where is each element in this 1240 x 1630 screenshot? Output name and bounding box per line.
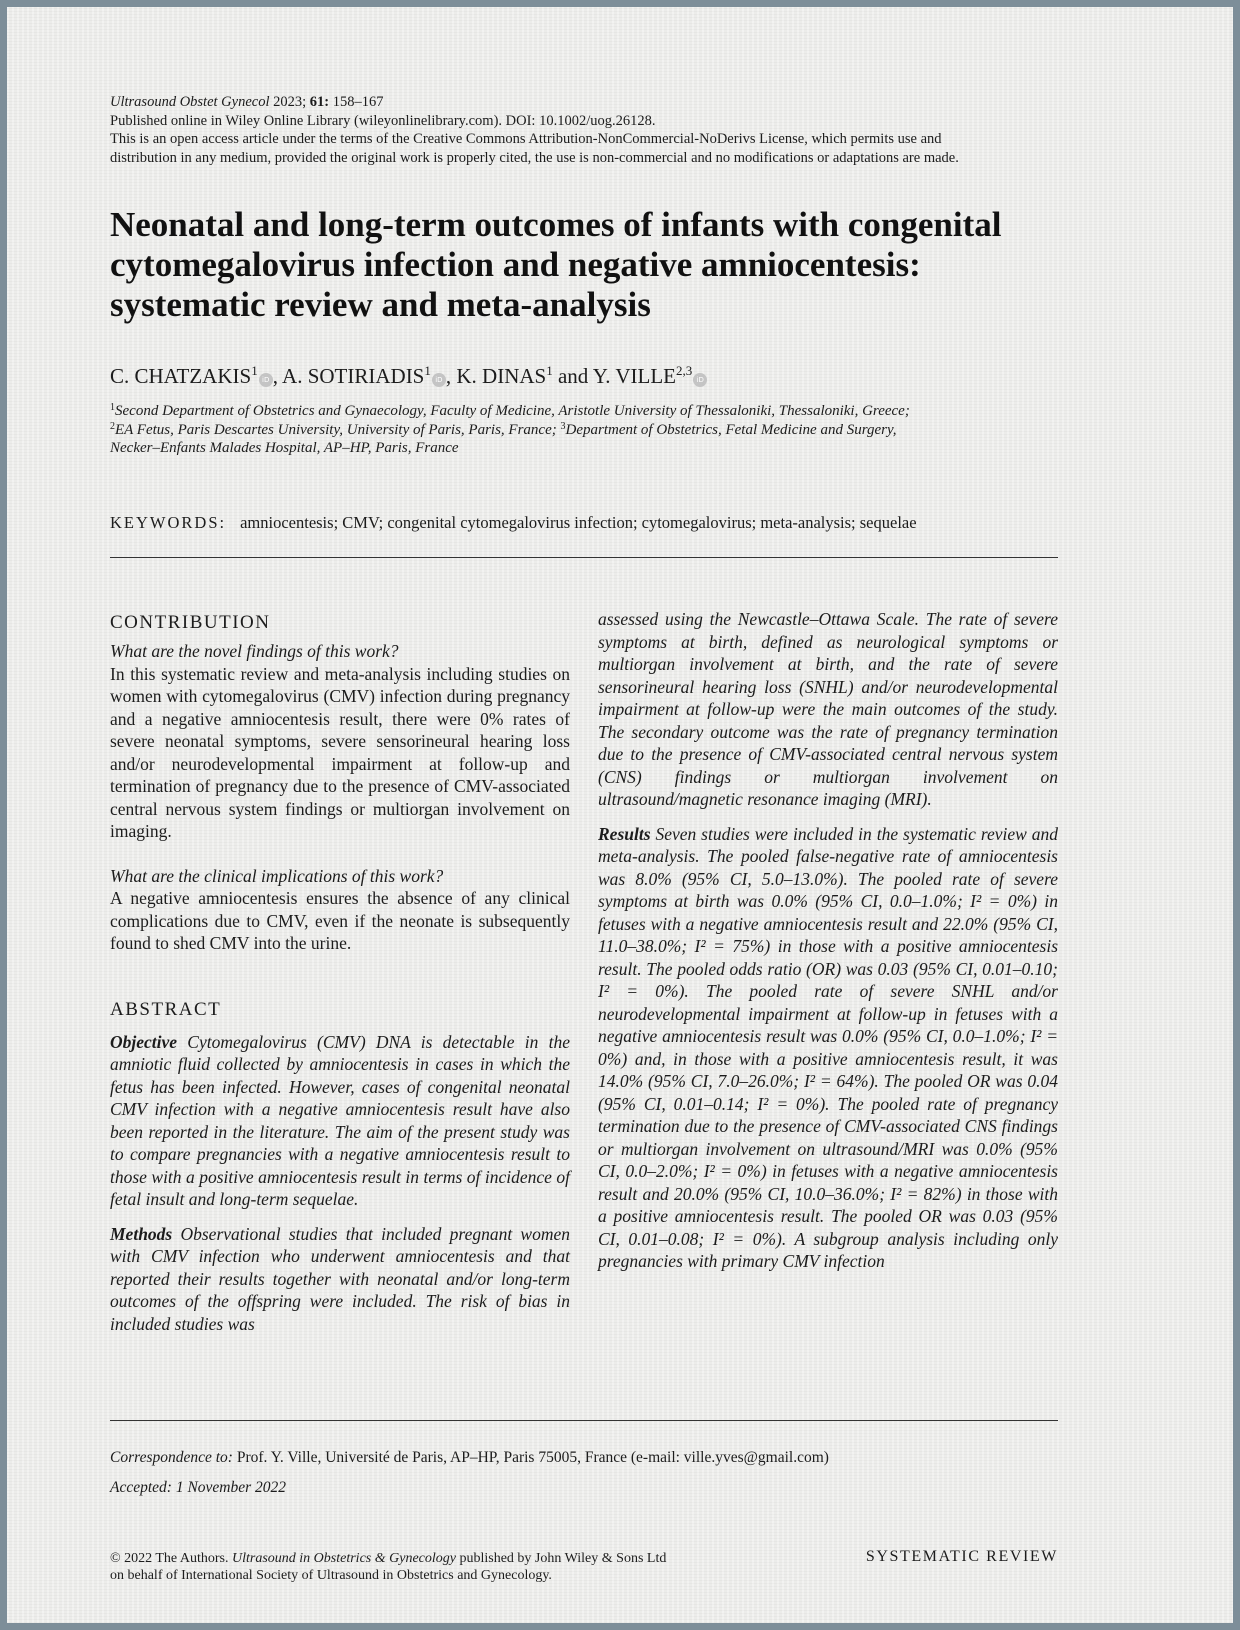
abstract-heading: ABSTRACT bbox=[110, 998, 222, 1020]
accepted-date: Accepted: 1 November 2022 bbox=[110, 1479, 287, 1496]
author-list bbox=[110, 363, 707, 389]
copyright-prefix: © 2022 The Authors. bbox=[110, 1551, 229, 1566]
journal-year: 2023; bbox=[273, 94, 307, 110]
affiliation-line: Necker–Enfants Malades Hospital, AP–HP, Paris, France bbox=[110, 440, 459, 456]
copyright-line bbox=[110, 1550, 666, 1567]
left-column bbox=[110, 610, 570, 1335]
article-title bbox=[110, 205, 1070, 325]
divider bbox=[110, 557, 1058, 558]
right-column bbox=[598, 608, 1058, 1273]
correspondence-label: Correspondence to: bbox=[110, 1449, 233, 1466]
affiliation-line bbox=[110, 402, 1070, 421]
affiliations bbox=[110, 402, 1070, 458]
abstract-methods bbox=[110, 1223, 570, 1336]
spacer bbox=[110, 955, 570, 997]
title-line: cytomegalovirus infection and negative amniocentesis: bbox=[110, 245, 921, 284]
divider bbox=[110, 1420, 1058, 1421]
correspondence-text: Prof. Y. Ville, Université de Paris, AP–HP, Paris 75005, France (e-mail: ville.yves@gmail.com) bbox=[236, 1449, 829, 1466]
abstract-results bbox=[598, 823, 1058, 1273]
correspondence bbox=[110, 1448, 829, 1468]
affiliation-text: Department of Obstetrics, Fetal Medicine and Surgery, bbox=[565, 421, 897, 438]
title-line: systematic review and meta-analysis bbox=[110, 285, 651, 324]
license-line: distribution in any medium, provided the original work is properly cited, the use is non-commercial and no modifications or adaptations are made. bbox=[110, 149, 959, 166]
keywords-label: KEYWORDS: bbox=[110, 513, 227, 532]
methods-label: Methods bbox=[110, 1223, 173, 1244]
journal-volume: 61: bbox=[309, 94, 330, 110]
contribution-question: What are the clinical implications of this work? bbox=[110, 865, 444, 886]
copyright-notice bbox=[110, 1550, 666, 1584]
orcid-icon[interactable]: iD bbox=[259, 373, 273, 387]
spacer bbox=[598, 811, 1058, 823]
journal-header bbox=[110, 93, 1070, 167]
author-affiliation-mark: 1 bbox=[251, 363, 258, 378]
keywords-text: amniocentesis; CMV; congenital cytomegalovirus infection; cytomegalovirus; meta-analysis; sequelae bbox=[240, 513, 917, 532]
author-affiliation-mark: 1 bbox=[424, 363, 431, 378]
contribution-heading: CONTRIBUTION bbox=[110, 612, 271, 633]
keywords bbox=[110, 512, 917, 534]
objective-text: Cytomegalovirus (CMV) DNA is detectable in the amniotic fluid collected by amniocentesis in cases in which the fetus has been infected. However, cases of congenital neonatal CMV infection with a negative amniocentesis result have also been reported in the literature. The aim of the present study was to compare pregnancies with a negative amniocentesis result to those with a positive amniocentesis result in terms of incidence of fetal insult and long-term sequelae. bbox=[110, 1031, 570, 1209]
section-type-label: SYSTEMATIC REVIEW bbox=[865, 1548, 1058, 1565]
contribution-answer: A negative amniocentesis ensures the absence of any clinical complications due to CMV, even if the neonate is subsequently found to shed CMV into the urine. bbox=[110, 888, 570, 953]
orcid-icon[interactable]: iD bbox=[693, 373, 707, 387]
author-name: Y. VILLE bbox=[592, 364, 676, 388]
copyright-publisher: published by John Wiley & Sons Ltd bbox=[459, 1551, 667, 1566]
affiliation-number: 3 bbox=[560, 420, 566, 432]
license-line: This is an open access article under the terms of the Creative Commons Attribution-NonCommercial-NoDerivs License, which permits use and bbox=[110, 131, 942, 147]
title-line: Neonatal and long-term outcomes of infants with congenital bbox=[110, 205, 1002, 244]
affiliation-number: 1 bbox=[110, 402, 115, 413]
author-separator: , bbox=[445, 364, 457, 388]
orcid-icon[interactable]: iD bbox=[432, 373, 446, 387]
spacer bbox=[110, 1211, 570, 1223]
citation-line bbox=[110, 93, 1070, 112]
objective-label: Objective bbox=[110, 1031, 178, 1052]
author-name: C. CHATZAKIS bbox=[110, 364, 252, 388]
abstract-objective bbox=[110, 1031, 570, 1211]
affiliation-line bbox=[110, 421, 1070, 440]
article-page bbox=[7, 7, 1233, 1623]
affiliation-text: EA Fetus, Paris Descartes University, University of Paris, Paris, France; bbox=[115, 421, 557, 438]
journal-name: Ultrasound Obstet Gynecol bbox=[110, 94, 270, 110]
spacer bbox=[110, 843, 570, 865]
methods-text: Observational studies that included pregnant women with CMV infection who underwent amniocentesis and that reported their results together with neonatal and/or long-term outcomes of the offspring were included. The risk of bias in included studies was bbox=[110, 1223, 571, 1334]
abstract-methods-continued: assessed using the Newcastle–Ottawa Scale. The rate of severe symptoms at birth, defined as neurological symptoms or multiorgan involvement at birth, and the rate of severe sensorineural hearing loss (SNHL) and/or neurodevelopmental impairment at follow-up were the main outcomes of the study. The secondary outcome was the rate of pregnancy termination due to the presence of CMV-associated central nervous system (CNS) findings or multiorgan involvement on ultrasound/magnetic resonance imaging (MRI). bbox=[598, 609, 1058, 809]
author-separator: , bbox=[272, 364, 283, 388]
results-text: Seven studies were included in the systematic review and meta-analysis. The pooled false-negative rate of amniocentesis was 8.0% (95% CI, 5.0–13.0%). The pooled rate of severe symptoms at birth was 0.0% (95% CI, 0.0–1.0%; I² = 0%) in fetuses with a negative amniocentesis result and 22.0% (95% CI, 11.0–38.0%; I² = 75%) in those with a positive amniocentesis result. The pooled odds ratio (OR) was 0.03 (95% CI, 0.01–0.10; I² = 0%). The pooled rate of severe SNHL and/or neurodevelopmental impairment at follow-up in fetuses with a negative amniocentesis result was 0.0% (95% CI, 0.0–1.0%; I² = 0%) and, in those with a positive amniocentesis result, it was 14.0% (95% CI, 7.0–26.0%; I² = 64%). The pooled OR was 0.04 (95% CI, 0.01–0.14; I² = 0%). The pooled rate of pregnancy termination due to the presence of CMV-associated CNS findings or multiorgan involvement on ultrasound/MRI was 0.0% (95% CI, 0.0–2.0%; I² = 0%) in fetuses with a negative amniocentesis result and 20.0% (95% CI, 10.0–36.0%; I² = 82%) in those with a positive amniocentesis result. The pooled OR was 0.03 (95% CI, 0.01–0.08; I² = 0%). A subgroup analysis including only pregnancies with primary CMV infection bbox=[598, 823, 1058, 1271]
results-label: Results bbox=[598, 823, 651, 844]
author-affiliation-mark: 2,3 bbox=[676, 363, 693, 378]
contribution-answer: In this systematic review and meta-analysis including studies on women with cytomegalovirus (CMV) infection during pregnancy and a negative amniocentesis result, there were 0% rates of severe neonatal symptoms, severe sensorineural hearing loss and/or neurodevelopmental impairment at follow-up and termination of pregnancy due to the presence of CMV-associated central nervous system findings or multiorgan involvement on imaging. bbox=[110, 663, 570, 841]
author-name: K. DINAS bbox=[456, 364, 547, 388]
copyright-line: on behalf of International Society of Ultrasound in Obstetrics and Gynecology. bbox=[110, 1568, 552, 1583]
affiliation-text: Second Department of Obstetrics and Gynaecology, Faculty of Medicine, Aristotle University of Thessaloniki, Thessaloniki, Greece; bbox=[115, 403, 910, 419]
author-name: A. SOTIRIADIS bbox=[282, 364, 425, 388]
copyright-journal: Ultrasound in Obstetrics & Gynecology bbox=[232, 1551, 456, 1566]
journal-pages: 158–167 bbox=[332, 94, 384, 110]
author-separator: and bbox=[552, 364, 593, 388]
published-line: Published online in Wiley Online Library (wileyonlinelibrary.com). DOI: 10.1002/uog.26128. bbox=[110, 112, 656, 129]
author-affiliation-mark: 1 bbox=[546, 363, 553, 378]
affiliation-number: 2 bbox=[110, 420, 115, 432]
contribution-question: What are the novel findings of this work? bbox=[110, 641, 399, 661]
